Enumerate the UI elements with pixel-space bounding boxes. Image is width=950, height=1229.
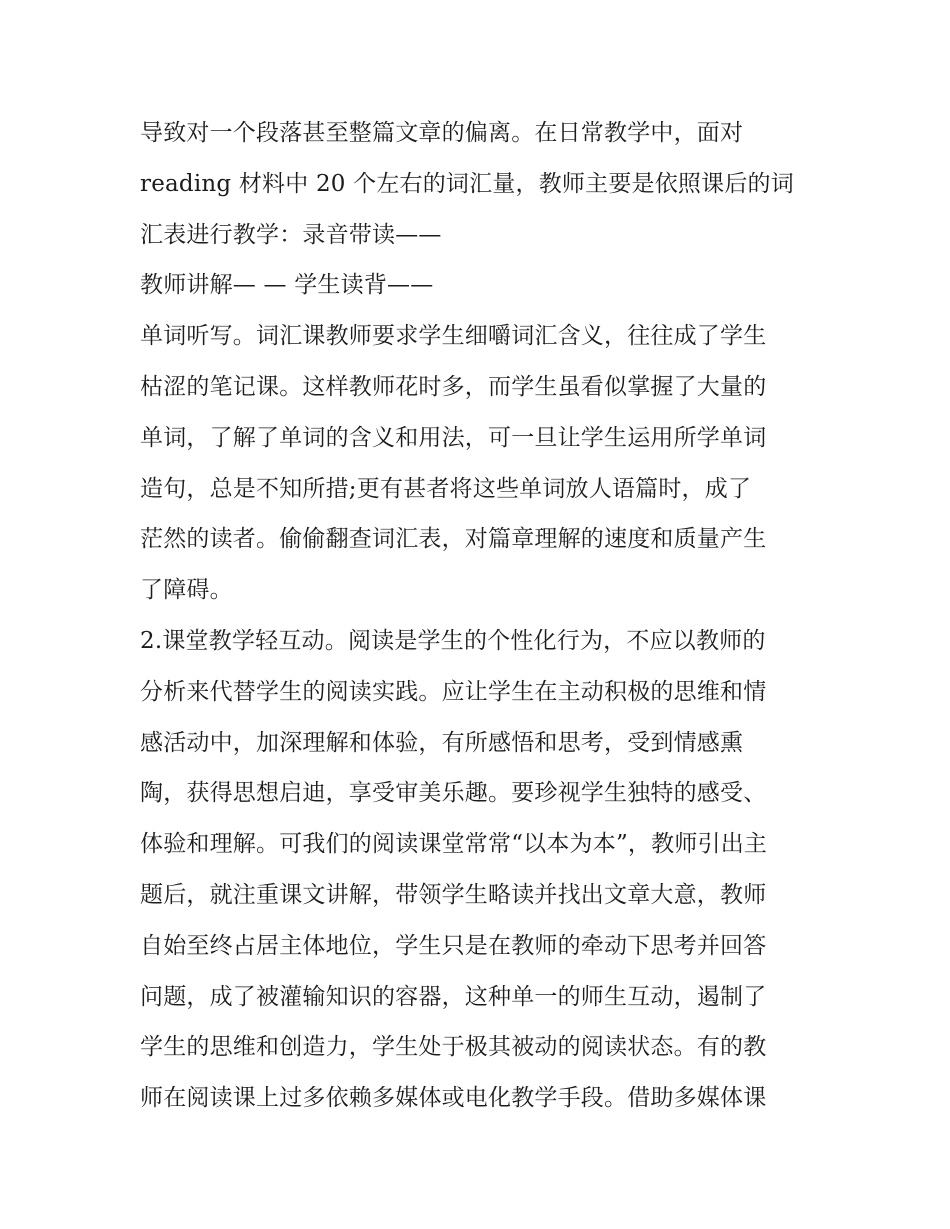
text-line: 师在阅读课上过多依赖多媒体或电化教学手段。借助多媒体课 xyxy=(140,1085,767,1112)
text-line: 体验和理解。可我们的阅读课堂常常“以本为本”，教师引出主 xyxy=(140,831,768,858)
text-line: 感活动中，加深理解和体验，有所感悟和思考，受到情感熏 xyxy=(140,729,744,756)
text-line: 单词，了解了单词的含义和用法，可一旦让学生运用所学单词 xyxy=(140,424,767,451)
text-line: 了障碍。 xyxy=(140,577,233,604)
text-line: 导致对一个段落甚至整篇文章的偏离。在日常教学中，面对 xyxy=(140,120,744,146)
text-line: 分析来代替学生的阅读实践。应让学生在主动积极的思维和情 xyxy=(140,678,767,705)
document-body xyxy=(140,108,830,1124)
text-line: 教师讲解— — 学生读背—— xyxy=(140,272,434,299)
text-line: reading 材料中 20 个左右的词汇量，教师主要是依照课后的词 xyxy=(140,170,794,197)
text-line: 问题，成了被灌输知识的容器，这种单一的师生互动，遏制了 xyxy=(140,983,767,1010)
text-line: 自始至终占居主体地位，学生只是在教师的牵动下思考并回答 xyxy=(140,932,767,959)
text-line: 枯涩的笔记课。这样教师花时多，而学生虽看似掌握了大量的 xyxy=(140,373,767,400)
text-line: 学生的思维和创造力，学生处于极其被动的阅读状态。有的教 xyxy=(140,1034,767,1061)
text-line: 2.课堂教学轻互动。阅读是学生的个性化行为，不应以教师的 xyxy=(140,627,766,654)
text-line: 单词听写。词汇课教师要求学生细嚼词汇含义，往往成了学生 xyxy=(140,323,767,350)
text-line: 题后，就注重课文讲解，带领学生略读并找出文章大意，教师 xyxy=(140,881,767,908)
text-line: 造句，总是不知所措;更有甚者将这些单词放人语篇时，成了 xyxy=(140,475,752,502)
text-line: 汇表进行教学：录音带读—— xyxy=(140,221,442,248)
text-line: 陶，获得思想启迪，享受审美乐趣。要珍视学生独特的感受、 xyxy=(140,780,767,807)
text-line: 茫然的读者。偷偷翻查词汇表，对篇章理解的速度和质量产生 xyxy=(140,526,767,553)
